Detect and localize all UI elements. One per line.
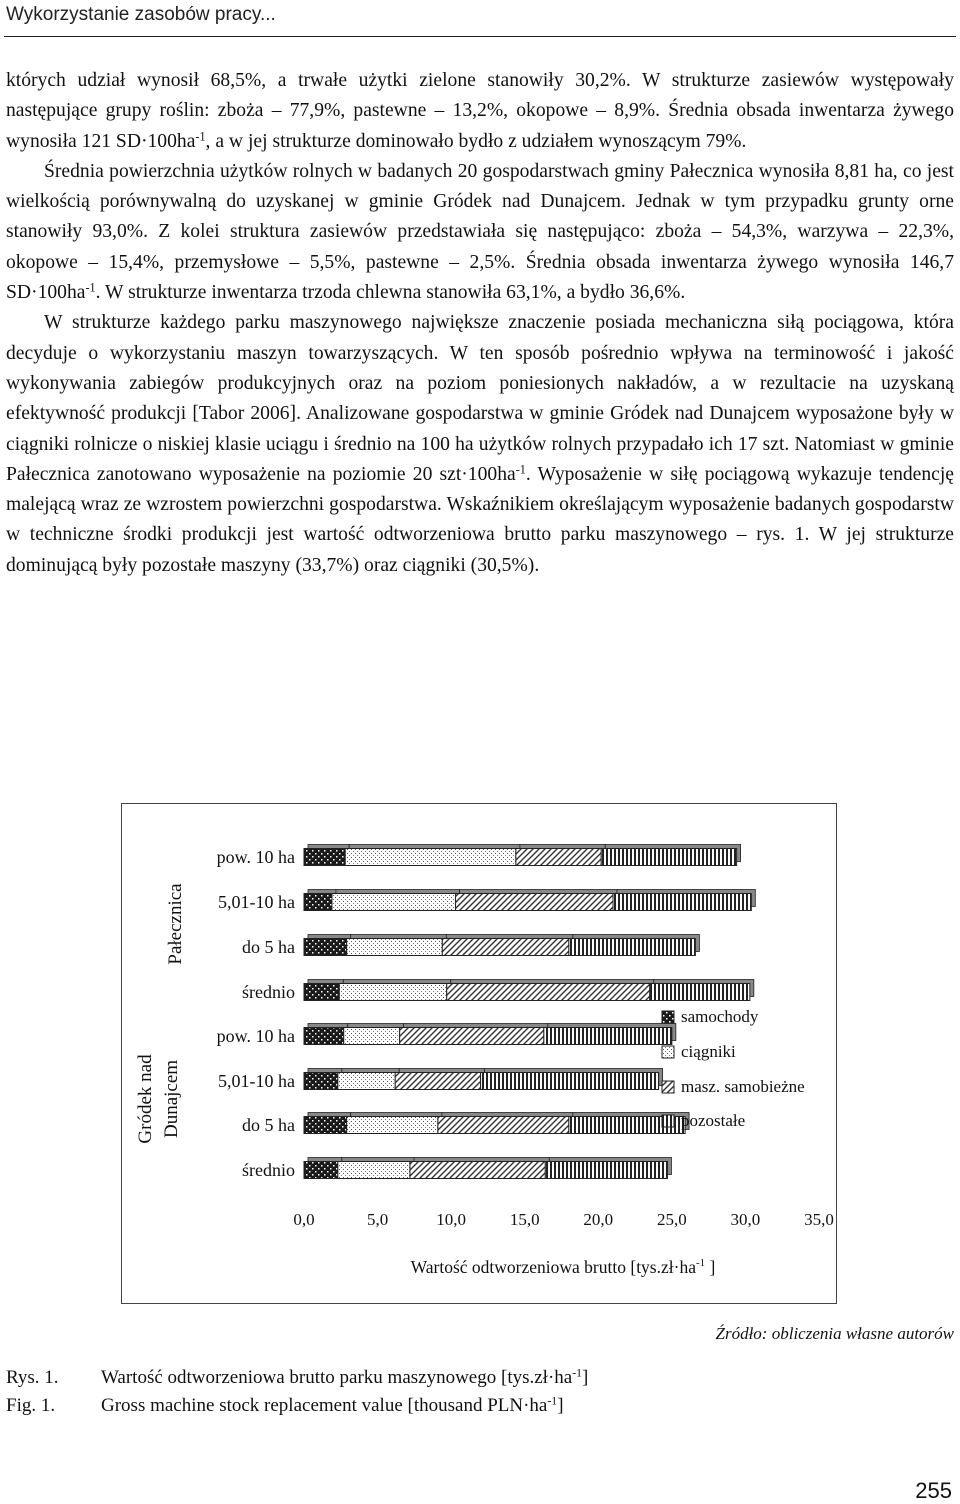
x-tick-label: 10,0 — [436, 1210, 467, 1229]
superscript: -1 — [572, 1366, 583, 1380]
bar-segment-pozosta-e — [545, 1162, 667, 1179]
paragraph-1-end: , a w jej strukturze dominowało bydło z udziałem wynoszącym 79%. — [205, 130, 747, 152]
bar-segment-pozosta-e — [613, 894, 751, 911]
legend-label: ciągniki — [681, 1042, 736, 1061]
paragraph-2-text: Średnia powierzchnia użytków rolnych w badanych 20 gospodarstwach gminy Pałecznica wynosiła 8,81 ha, co jest wielkością porównywalną do uzyskanej w gminie Gródek nad Dunajcem. Jednak w tym przypadku grunty orne stanowiły 93,0%. Z kolei struktura zasiewów przedstawiała się następująco: zboża – 54,3%, warzywa – 22,3%, okopowe – 15,4%, przemysłowe – 5,5%, pastewne – 2,5%. Średnia obsada inwentarza żywego wynosiła 146,7 SD·100ha — [6, 160, 954, 304]
running-header: Wykorzystanie zasobów pracy... — [6, 4, 276, 25]
category-label: pow. 10 ha — [216, 1026, 295, 1046]
paragraph-3-end: . Wyposażenie w siłę pociągową wykazuje tendencję malejącą wraz ze wzrostem powierzchni gospodarstwa. Wskaźnikiem określającym wyposażenie badanych gospodarstw w techniczne środki produkcji jest wartość odtworzeniowa brutto parku maszynowego – rys. 1. W jej strukturze dominującą były pozostałe maszyny (33,7%) oraz ciągniki (30,5%). — [6, 463, 954, 576]
category-label: 5,01-10 ha — [218, 1071, 295, 1091]
bar-segment-masz--samobie-ne — [410, 1162, 545, 1179]
x-tick-label: 25,0 — [656, 1210, 687, 1229]
bar-segment-samochody — [304, 939, 347, 956]
x-tick-label: 15,0 — [509, 1210, 540, 1229]
bar-segment-samochody — [304, 1073, 338, 1090]
legend-swatch — [662, 1081, 674, 1093]
bar-segment-masz--samobie-ne — [400, 1028, 544, 1045]
bar-segment-masz--samobie-ne — [438, 1117, 569, 1134]
category-label: do 5 ha — [242, 1115, 295, 1135]
caption-text — [101, 1392, 564, 1420]
caption-text-main: Gross machine stock replacement value [thousand PLN·ha — [101, 1395, 548, 1416]
bar-segment-pozosta-e — [544, 1028, 672, 1045]
x-axis-label: Wartość odtworzeniowa brutto [$tys.zł\cdot ha^{-1}$ ] — [410, 1257, 716, 1277]
superscript: -1 — [515, 462, 526, 477]
x-tick-label: 30,0 — [730, 1210, 761, 1229]
x-tick-label: 35,0 — [804, 1210, 834, 1229]
x-tick-label: 5,0 — [366, 1210, 389, 1229]
caption-en — [6, 1392, 588, 1420]
bar-segment-masz--samobie-ne — [442, 939, 569, 956]
figure-captions — [6, 1364, 588, 1420]
bar-segment-ci-gniki — [338, 1162, 410, 1179]
caption-text-end: ] — [582, 1367, 589, 1388]
x-tick-label: 20,0 — [583, 1210, 614, 1229]
bar-segment-samochody — [304, 1028, 344, 1045]
bar-segment-pozosta-e — [601, 849, 736, 866]
bar-segment-samochody — [304, 984, 339, 1001]
bar-chart — [122, 804, 838, 1305]
bar-segment-samochody — [304, 894, 332, 911]
caption-pl — [6, 1364, 588, 1392]
legend-label: pozostałe — [681, 1111, 746, 1130]
bar-segment-ci-gniki — [338, 1073, 395, 1090]
caption-label: Fig. 1. — [6, 1395, 56, 1416]
category-label: 5,01-10 ha — [218, 892, 295, 912]
bar-segment-ci-gniki — [332, 894, 456, 911]
legend-label: samochody — [681, 1007, 759, 1026]
bar-segment-samochody — [304, 849, 345, 866]
paragraph-2 — [6, 157, 954, 308]
category-label: pow. 10 ha — [216, 847, 295, 867]
bar-segment-masz--samobie-ne — [516, 849, 601, 866]
bar-segment-samochody — [304, 1162, 338, 1179]
superscript: -1 — [195, 128, 206, 143]
category-label: średnio — [242, 982, 295, 1002]
bar-segment-ci-gniki — [339, 984, 446, 1001]
legend-swatch — [662, 1115, 674, 1127]
bar-segment-pozosta-e — [569, 939, 696, 956]
caption-text-end: ] — [557, 1395, 564, 1416]
bar-segment-pozosta-e — [650, 984, 750, 1001]
category-label: do 5 ha — [242, 937, 295, 957]
group-label: Gródek nad Dunajcem — [135, 1054, 182, 1144]
paragraph-1-text: których udział wynosił 68,5%, a trwałe użytki zielone stanowiły 30,2%. W strukturze zasiewów występowały następujące grupy roślin: zboża – 77,9%, pastewne – 13,2%, okopowe – 8,9%. Średnia obsada inwentarza żywego wynosiła 121 SD·100ha — [6, 70, 954, 152]
bar-segment-masz--samobie-ne — [456, 894, 613, 911]
category-label: średnio — [242, 1160, 295, 1180]
chart-frame — [121, 803, 837, 1304]
bar-segment-masz--samobie-ne — [447, 984, 650, 1001]
bar-segment-ci-gniki — [347, 939, 443, 956]
caption-label: Rys. 1. — [6, 1367, 59, 1388]
paragraph-1 — [6, 66, 954, 157]
header-rule — [4, 36, 956, 37]
legend-label: masz. samobieżne — [681, 1077, 805, 1096]
bar-segment-ci-gniki — [347, 1117, 438, 1134]
legend-swatch — [662, 1046, 674, 1058]
bar-segment-ci-gniki — [345, 849, 516, 866]
bar-segment-masz--samobie-ne — [395, 1073, 480, 1090]
superscript: -1 — [547, 1394, 558, 1408]
bar-segment-pozosta-e — [481, 1073, 659, 1090]
bar-segment-ci-gniki — [344, 1028, 400, 1045]
paragraph-2-end: . W strukturze inwentarza trzoda chlewna stanowiła 63,1%, a bydło 36,6%. — [95, 282, 686, 304]
body-text — [6, 66, 954, 581]
paragraph-3 — [6, 308, 954, 581]
page-number: 255 — [915, 1478, 952, 1503]
caption-text-main: Wartość odtworzeniowa brutto parku maszynowego [tys.zł·ha — [101, 1367, 573, 1388]
group-label: Pałecznica — [165, 883, 186, 965]
bar-segment-samochody — [304, 1117, 347, 1134]
source-note: Źródło: obliczenia własne autorów — [715, 1324, 954, 1343]
caption-text — [101, 1364, 588, 1392]
legend-swatch — [662, 1011, 674, 1023]
superscript: -1 — [85, 280, 96, 295]
paragraph-3-text: W strukturze każdego parku maszynowego największe znaczenie posiada mechaniczna siłą pociągowa, która decyduje o wykorzystaniu maszyn towarzyszących. W ten sposób pośrednio wpływa na terminowość i jakość wykonywania zabiegów produkcyjnych oraz na poziom poniesionych nakładów, a w rezultacie na uzyskaną efektywność produkcji [Tabor 2006]. Analizowane gospodarstwa w gminie Gródek nad Dunajcem wyposażone były w ciągniki rolnicze o niskiej klasie uciągu i średnio na 100 ha użytków rolnych przypadało ich 17 szt. Natomiast w gminie Pałecznica zanotowano wyposażenie na poziomie 20 szt·100ha — [6, 312, 954, 485]
x-tick-label: 0,0 — [293, 1210, 315, 1229]
